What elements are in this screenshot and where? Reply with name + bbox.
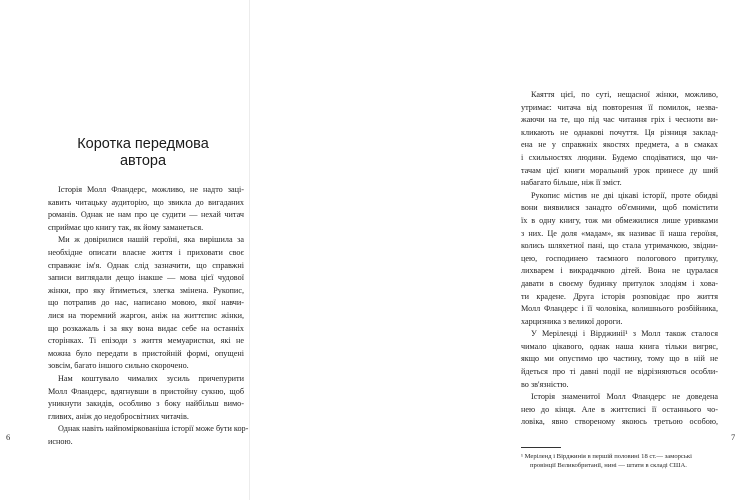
right-body-text — [521, 89, 718, 429]
text-line: колись шляхетної пані, що стала утримачкою, звідни- — [521, 241, 718, 251]
left-body-text — [48, 184, 249, 448]
text-line: якщо ми опустимо цю частину, тому що в ній не — [521, 354, 718, 364]
text-line: давати в своєму будинку притулок злодіям і хова- — [521, 278, 718, 288]
text-line: можна було передати в пристойній формі, опущені — [48, 348, 244, 358]
text-line: їх в одну книгу, тож ми обмежилися лише уривками — [521, 215, 718, 225]
text-line: вони виявилися занадто об'ємними, щоб помістити — [521, 203, 718, 213]
text-line: цею, господинею таємного пологового притулку, — [521, 253, 718, 263]
text-line: тачам цієї книги моральний урок принесе ду ший — [521, 165, 718, 175]
text-line: утримає: читача від повторення її помилок, незва- — [521, 102, 718, 112]
text-line: жаючи на те, що під час читання гріх і чесноти ви- — [521, 115, 718, 125]
text-line: що потрапив до нас, написано мовою, якої навчи- — [48, 298, 244, 308]
text-line: Молл Фландерс і її чоловіка, колишнього розбійника, — [521, 304, 718, 314]
footnote-divider — [521, 447, 561, 448]
text-line: исною. — [48, 436, 73, 446]
right-page — [250, 0, 735, 500]
text-line: і схильностях людини. Будемо сподіватися, що чи- — [521, 152, 718, 162]
text-line: Каяття цієї, по суті, нещасної жінки, можливо, — [531, 90, 718, 99]
text-line: жінки, про яку йтиметься, злегка змінена. Рукопис, — [48, 285, 244, 295]
text-line: ти крадене. Друга історія розповідає про життя — [521, 291, 718, 301]
text-line: лися на тюремний жаргон, аніж на життєпис жінки, — [48, 310, 244, 320]
text-line: йдеться про ті давні події не відрізняються особли- — [521, 367, 718, 377]
text-line: кавить читацьку аудиторію, що звикла до вигаданих — [48, 197, 244, 207]
text-line: зовсім, багато іншого сильно скорочено. — [48, 361, 189, 371]
text-line: справжнє ім'я. Однак слід зазначити, що справжні — [48, 260, 244, 270]
text-line: Історія знаменитої Молл Фландерс не доведена — [531, 392, 718, 402]
footnote — [521, 452, 718, 471]
chapter-title-line: автора — [119, 152, 167, 169]
text-line: лихварем і викрадачкою дітей. Вона не цуралася — [521, 266, 718, 276]
text-line: чимало цікавого, однак наша книга тільки вигряс, — [521, 341, 718, 351]
text-line: сторінках. Ті епізоди з життя мемуаристки, які не — [48, 336, 244, 346]
text-line: необхідне описати власне життя і приховати своє — [48, 247, 244, 257]
text-line: Однак навіть найпоміркованіша історії може бути кор- — [58, 424, 249, 434]
text-line: сприймає цю книгу так, як йому заманеться. — [48, 222, 204, 232]
text-line: Рукопис містив не дві цікаві історії, проте обидві — [531, 190, 718, 200]
text-line: ена не у справжніх якостях предмета, а в смаках — [521, 140, 718, 150]
text-line: У Мерілендi і Вірджинії¹ з Молл також сталося — [531, 329, 718, 339]
text-line: уникнути закидів, особливо з боку найбільш вимо- — [48, 399, 244, 409]
footnote-line: провінції Великобританії, нині — штати в складі США. — [530, 462, 687, 470]
text-line: Ми ж довірилися нашій героїні, яка вирішила за — [58, 235, 244, 245]
text-line: кликають не однакові почуття. Ця різниця заклад- — [521, 127, 718, 137]
text-line: во зв'язністю. — [521, 379, 569, 389]
text-line: записи виглядали дещо інакше — мова цієї чудової — [48, 273, 244, 283]
chapter-title — [48, 136, 238, 170]
text-line: Молл Фландерс, вдягнувши в пристойну сукню, щоб — [48, 386, 244, 396]
text-line: романів. Однак не нам про це судити — нехай читач — [48, 210, 244, 220]
text-line: гливих, аніж до недобросвітних читачів. — [48, 411, 189, 421]
text-line: Нам коштувало чималих зусиль причепурити — [58, 373, 244, 383]
text-line: нею до кінця. Але в життєписі її останнього чо- — [521, 404, 718, 414]
footnote-line: ¹ Меріленд і Вірджинія в першій половині 18 ст.— заморські — [521, 453, 692, 460]
text-line: що розкажаль і за яку вона видає себе на останніх — [48, 323, 244, 333]
text-line: ловіка, явно створеному якоюсь третьою особою, — [521, 417, 718, 427]
page-number-left: 6 — [6, 432, 11, 442]
text-line: харцизника з великої дороги. — [521, 316, 623, 326]
text-line: з них. Це доля «мадам», як називає її наша героїня, — [521, 228, 718, 238]
text-line: Історія Молл Фландерс, можливо, не надто заці- — [58, 185, 244, 194]
chapter-title-line: Коротка передмова — [77, 135, 209, 152]
page-number-right: 7 — [731, 432, 735, 442]
text-line: набагато більше, ніж її зміст. — [521, 178, 622, 188]
left-page — [0, 0, 250, 500]
